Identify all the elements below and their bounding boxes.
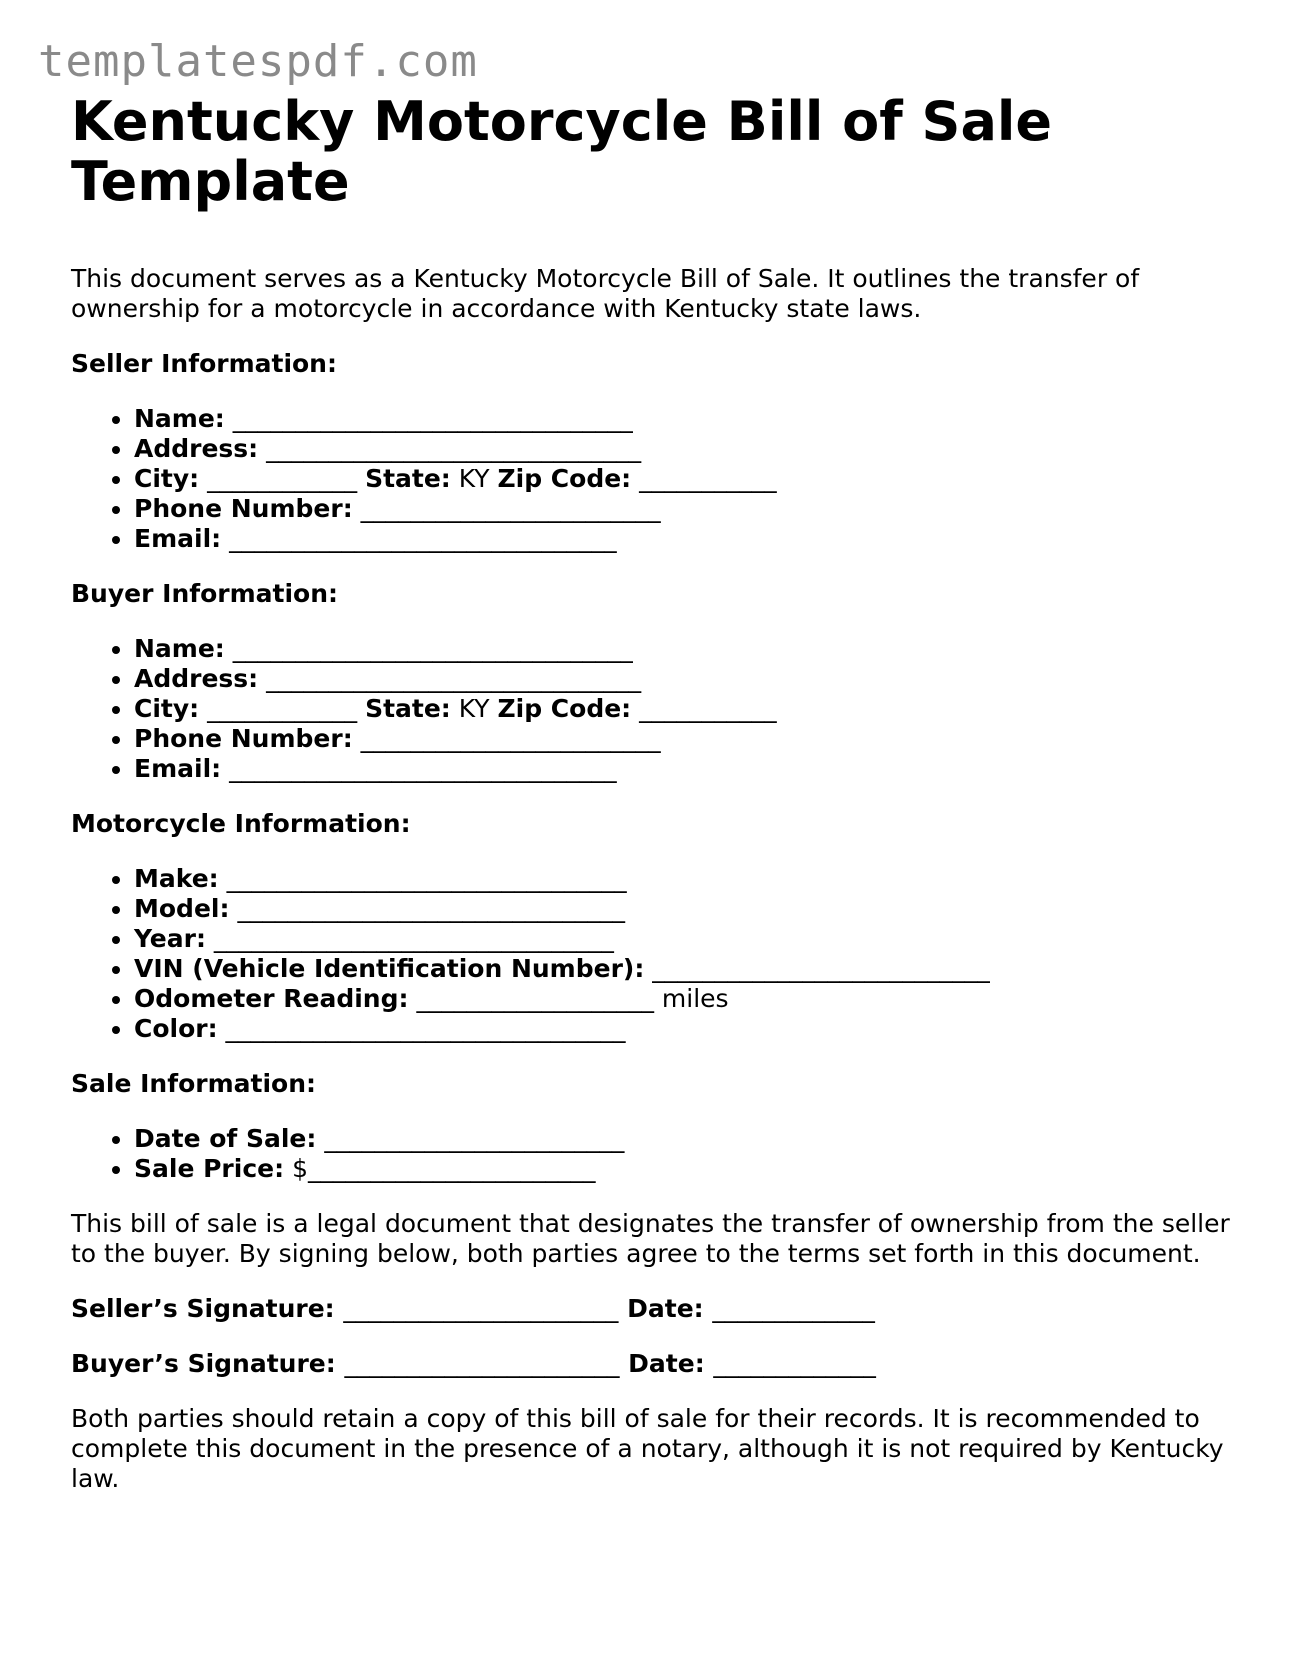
buyer-address-field[interactable]: • Address: ______________________________ — [134, 664, 1231, 694]
seller-email-field[interactable]: • Email: _______________________________ — [134, 524, 1231, 554]
odometer-field[interactable]: • Odometer Reading: ___________________ miles — [134, 984, 1231, 1014]
buyer-phone-field[interactable]: • Phone Number: ________________________ — [134, 724, 1231, 754]
buyer-fields — [71, 634, 1231, 784]
buyer-signature-line[interactable]: Buyer’s Signature: ______________________ Date: _____________ — [71, 1349, 876, 1378]
buyer-name-field[interactable]: • Name: ________________________________ — [134, 634, 1231, 664]
make-field[interactable]: • Make: ________________________________ — [134, 864, 1231, 894]
buyer-city-state-zip-field[interactable]: • City: ____________ State: KY Zip Code: ___________ — [134, 694, 1231, 724]
sale-fields — [71, 1124, 1231, 1184]
closing-paragraph: Both parties should retain a copy of this bill of sale for their records. It is recommended to complete this document in the presence of a notary, although it is not required by Kentucky law. — [71, 1404, 1224, 1493]
seller-phone-field[interactable]: • Phone Number: ________________________ — [134, 494, 1231, 524]
seller-heading: Seller Information: — [71, 349, 337, 378]
vin-field[interactable]: • VIN (Vehicle Identification Number): ___________________________ — [134, 954, 1231, 984]
seller-signature-line[interactable]: Seller’s Signature: ______________________ Date: _____________ — [71, 1294, 875, 1323]
color-field[interactable]: • Color: ________________________________ — [134, 1014, 1231, 1044]
legal-paragraph: This bill of sale is a legal document that designates the transfer of ownership from the seller to the buyer. By signing below, both parties agree to the terms set forth in this document. — [71, 1209, 1230, 1268]
sale-heading: Sale Information: — [71, 1069, 316, 1098]
seller-city-state-zip-field[interactable]: • City: ____________ State: KY Zip Code: ___________ — [134, 464, 1231, 494]
seller-fields — [71, 404, 1231, 554]
buyer-heading: Buyer Information: — [71, 579, 339, 608]
year-field[interactable]: • Year: ________________________________ — [134, 924, 1231, 954]
seller-address-field[interactable]: • Address: ______________________________ — [134, 434, 1231, 464]
seller-name-field[interactable]: • Name: ________________________________ — [134, 404, 1231, 434]
sale-date-field[interactable]: • Date of Sale: ________________________ — [134, 1124, 1231, 1154]
document-title: Kentucky Motorcycle Bill of Sale Template — [71, 90, 1053, 213]
motorcycle-heading: Motorcycle Information: — [71, 809, 411, 838]
motorcycle-fields — [71, 864, 1231, 1044]
intro-paragraph: This document serves as a Kentucky Motorcycle Bill of Sale. It outlines the transfer of ownership for a motorcycle in accordance with Kentucky state laws. — [71, 264, 1140, 323]
watermark: templatespdf.com — [38, 36, 478, 87]
sale-price-field[interactable]: • Sale Price: $_______________________ — [134, 1154, 1231, 1184]
buyer-email-field[interactable]: • Email: _______________________________ — [134, 754, 1231, 784]
document-page — [71, 92, 1231, 1494]
model-field[interactable]: • Model: _______________________________ — [134, 894, 1231, 924]
